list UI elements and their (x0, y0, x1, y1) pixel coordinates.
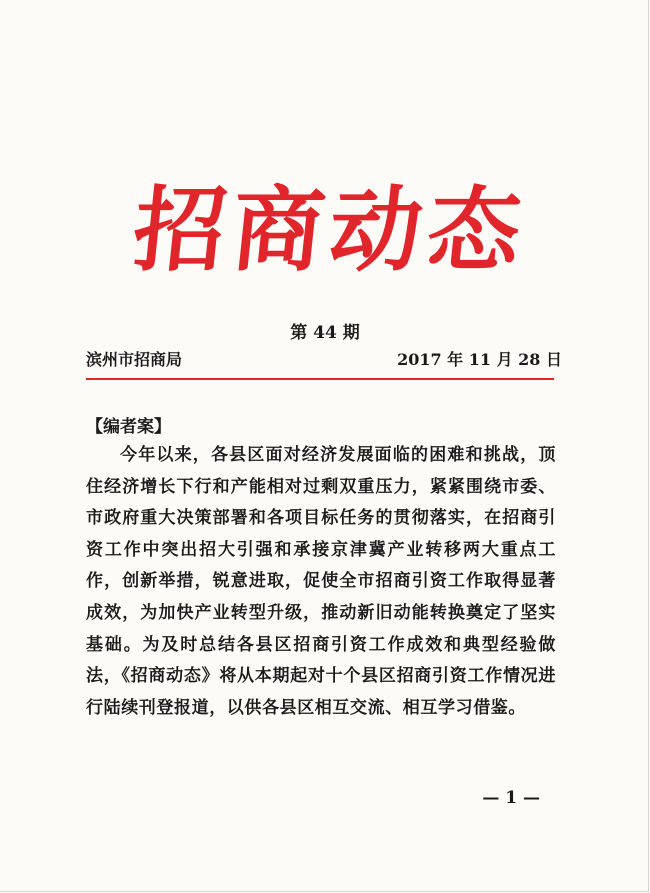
issuer: 滨州市招商局 (86, 350, 183, 369)
editor-note-body: 今年以来，各县区面对经济发展面临的困难和挑战，顶住经济增长下行和产能相对过剩双重压力，紧紧围绕市委、市政府重大决策部署和各项目标任务的贯彻落实，在招商引资工作中突出招大引强和承接京津冀产业转移两大重点工作，创新举措，锐意进取，促使全市招商引资工作取得显著成效，为加快产业转型升级，推动新旧动能转换奠定了坚实基础。为及时总结各县区招商引资工作成效和典型经验做法，《招商动态》将从本期起对十个县区招商引资工作情况进行陆续刊登报道，以供各县区相互交流、相互学习借鉴。 (86, 445, 556, 718)
red-divider (86, 378, 554, 380)
masthead-title: 招商动态 (128, 176, 532, 284)
editor-note-label: 【编者案】 (86, 417, 171, 437)
issue-date: 2017 年 11 月 28 日 (397, 350, 562, 369)
issue-number: 第 44 期 (290, 323, 360, 343)
page-number: — 1 — (482, 788, 540, 808)
